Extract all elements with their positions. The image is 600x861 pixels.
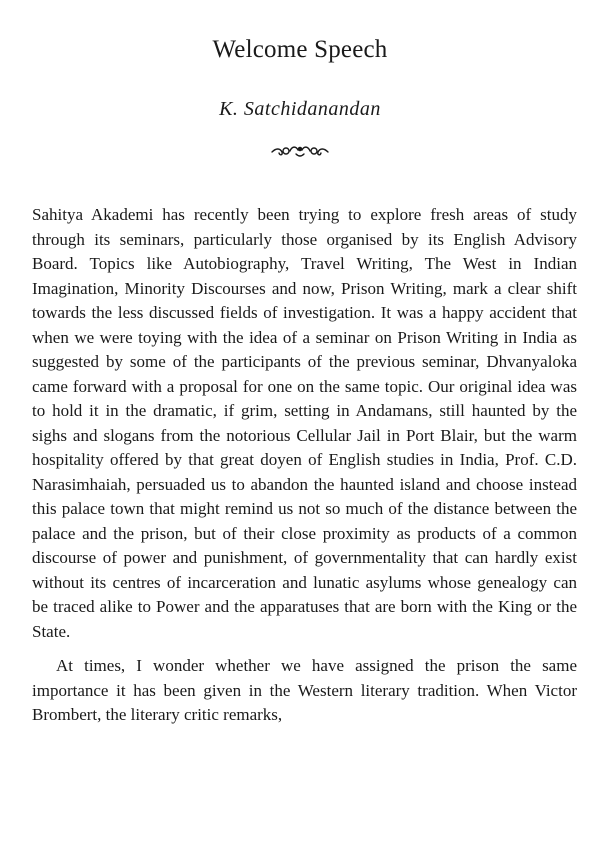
- paragraph: At times, I wonder whether we have assigned the prison the same importance it has been given in the Western literary tradition. When Victor Brombert, the literary critic remarks,: [32, 656, 577, 724]
- body-text: [32, 203, 577, 728]
- paragraph: Sahitya Akademi has recently been trying to explore fresh areas of study through its seminars, particularly those organised by its English Advisory Board. Topics like Autobiography, Travel Writing, The West in Indian Imagination, Minority Discourses and now, Prison Writing, mark a clear shift towards the less discussed fields of investigation. It was a happy accident that when we were toying with the idea of a seminar on Prison Writing in India as suggested by some of the participants of the previous seminar, Dhvanyaloka came forward with a proposal for one on the same topic. Our original idea was to hold it in the dramatic, if grim, setting in Andamans, still haunted by the sighs and slogans from the notorious Cellular Jail in Port Blair, but the warm hospitality offered by that great doyen of English studies in India, Prof. C.D. Narasimhaiah, persuaded us to abandon the haunted island and choose instead this palace town that might remind us not so much of the distance between the palace and the prison, but of their close proximity as products of a common discourse of power and punishment, of governmentality that can hardly exist without its centres of incarceration and lunatic asylums whose genealogy can be traced alike to Power and the apparatuses that are born with the King or the State.: [32, 205, 577, 641]
- page-title: Welcome Speech: [212, 36, 388, 63]
- floral-divider-icon: [268, 140, 332, 162]
- author-name: K. Satchidanandan: [219, 98, 381, 120]
